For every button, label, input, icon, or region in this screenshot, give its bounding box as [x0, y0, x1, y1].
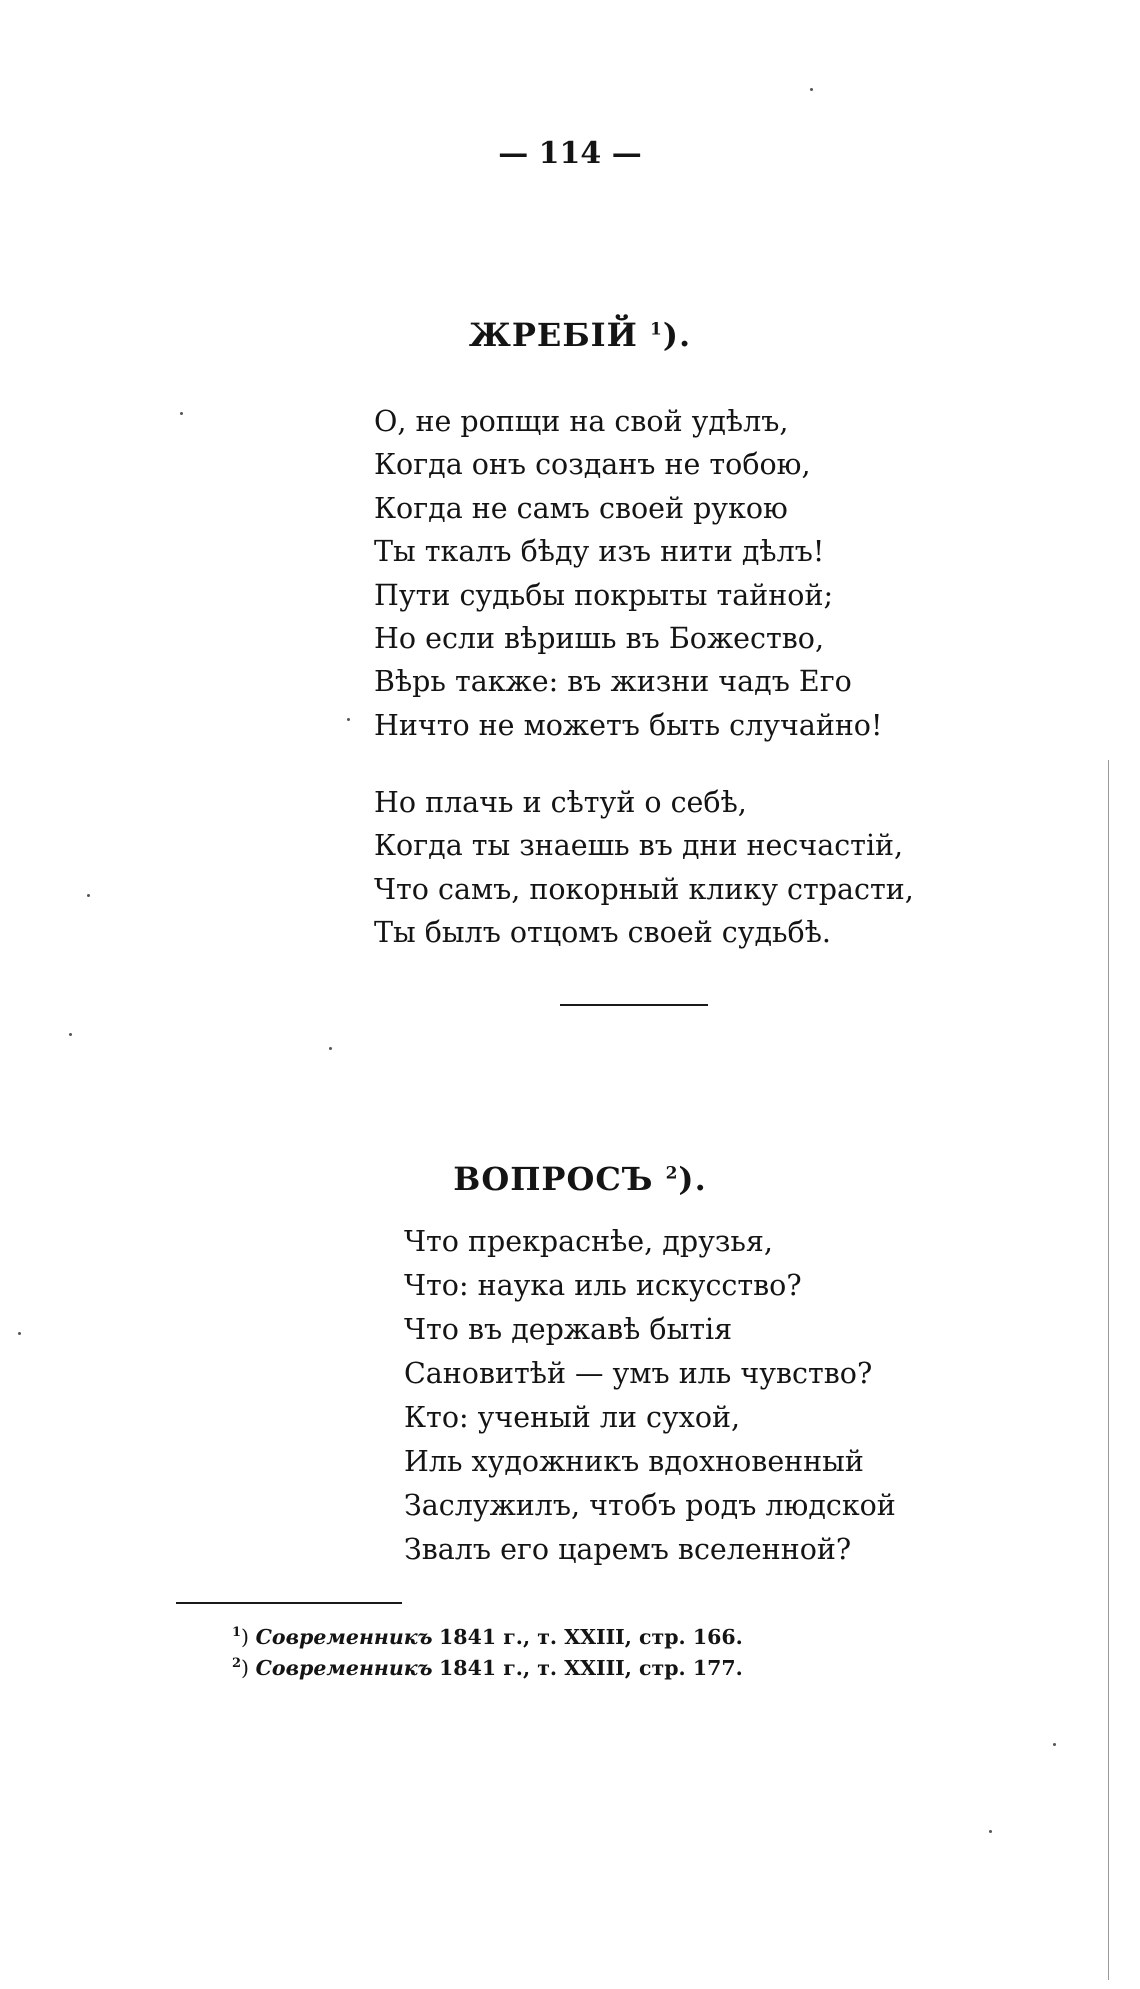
verse-line: Ты былъ отцомъ своей судьбѣ.: [374, 916, 831, 950]
scan-speck: [989, 1830, 992, 1833]
verse-line: Что въ державѣ бытія: [404, 1313, 733, 1346]
poem-title-zhrebiy: [10, 316, 1140, 354]
footnote-ref-1: 1: [650, 319, 663, 340]
verse-line: Когда не самъ своей рукою: [374, 491, 788, 525]
footnote-bracket: ): [241, 1625, 250, 1649]
verse-line: Заслужилъ, чтобъ родъ людской: [404, 1489, 896, 1522]
verse-line: Иль художникъ вдохновенный: [404, 1445, 864, 1478]
footnote-marker: 1: [232, 1625, 242, 1641]
scan-speck: [87, 894, 90, 897]
verse-line: Когда онъ созданъ не тобою,: [374, 448, 811, 482]
footnote-bracket: ): [241, 1656, 250, 1680]
footnote-marker: 2: [232, 1656, 242, 1672]
verse-line: Кто: ученый ли сухой,: [404, 1401, 741, 1434]
verse-line: Но плачь и сѣтуй о себѣ,: [374, 786, 747, 819]
footnote-divider: [176, 1602, 402, 1604]
poem-title-text: ЖРЕБІЙ: [468, 316, 638, 354]
verse-line: Вѣрь также: въ жизни чадъ Его: [374, 665, 852, 699]
poem-title-text: ВОПРОСЪ: [453, 1160, 654, 1198]
scan-speck: [18, 1332, 21, 1335]
verse-line: Что: наука иль искусство?: [404, 1269, 802, 1302]
scan-speck: [347, 718, 350, 721]
verse-line: Когда ты знаешь въ дни несчастій,: [374, 829, 904, 863]
verse-line: Пути судьбы покрыты тайной;: [374, 578, 834, 612]
stanza-2: [374, 781, 914, 955]
page-number: — 114 —: [498, 136, 642, 171]
verse-line: Ничто не можетъ быть случайно!: [374, 708, 883, 742]
verse-line: Звалъ его царемъ вселенной?: [404, 1533, 852, 1566]
stanza-3: [404, 1220, 896, 1572]
poem-title-suffix: ).: [662, 316, 692, 354]
footnote-details: 1841 г., т. XXIII, стр. 166.: [439, 1625, 743, 1649]
scan-speck: [1053, 1743, 1056, 1746]
verse-line: О, не ропщи на свой удѣлъ,: [374, 405, 789, 438]
verse-line: Что самъ, покорный клику страсти,: [374, 872, 914, 906]
verse-line: Что прекраснѣе, друзья,: [404, 1225, 773, 1258]
scan-speck: [69, 1033, 72, 1036]
verse-line: Ты ткалъ бѣду изъ нити дѣлъ!: [374, 535, 825, 569]
scan-speck: [810, 88, 813, 91]
poem-title-suffix: ).: [678, 1160, 707, 1198]
footnotes: [232, 1622, 743, 1684]
footnote-source: Современникъ: [255, 1625, 433, 1649]
section-divider: [560, 1004, 708, 1006]
scan-speck: [180, 412, 183, 415]
verse-line: Сановитѣй — умъ иль чувство?: [404, 1357, 873, 1390]
stanza-1: [374, 400, 882, 747]
footnote-details: 1841 г., т. XXIII, стр. 177.: [439, 1656, 743, 1680]
footnote-2: [232, 1653, 743, 1684]
poem-title-vopros: [10, 1160, 1140, 1198]
scan-speck: [329, 1047, 332, 1050]
verse-line: Но если вѣришь въ Божество,: [374, 621, 825, 655]
footnote-ref-2: 2: [665, 1163, 679, 1184]
footnote-source: Современникъ: [255, 1656, 433, 1680]
scan-margin-edge: [1108, 760, 1109, 1980]
footnote-1: [232, 1622, 743, 1653]
